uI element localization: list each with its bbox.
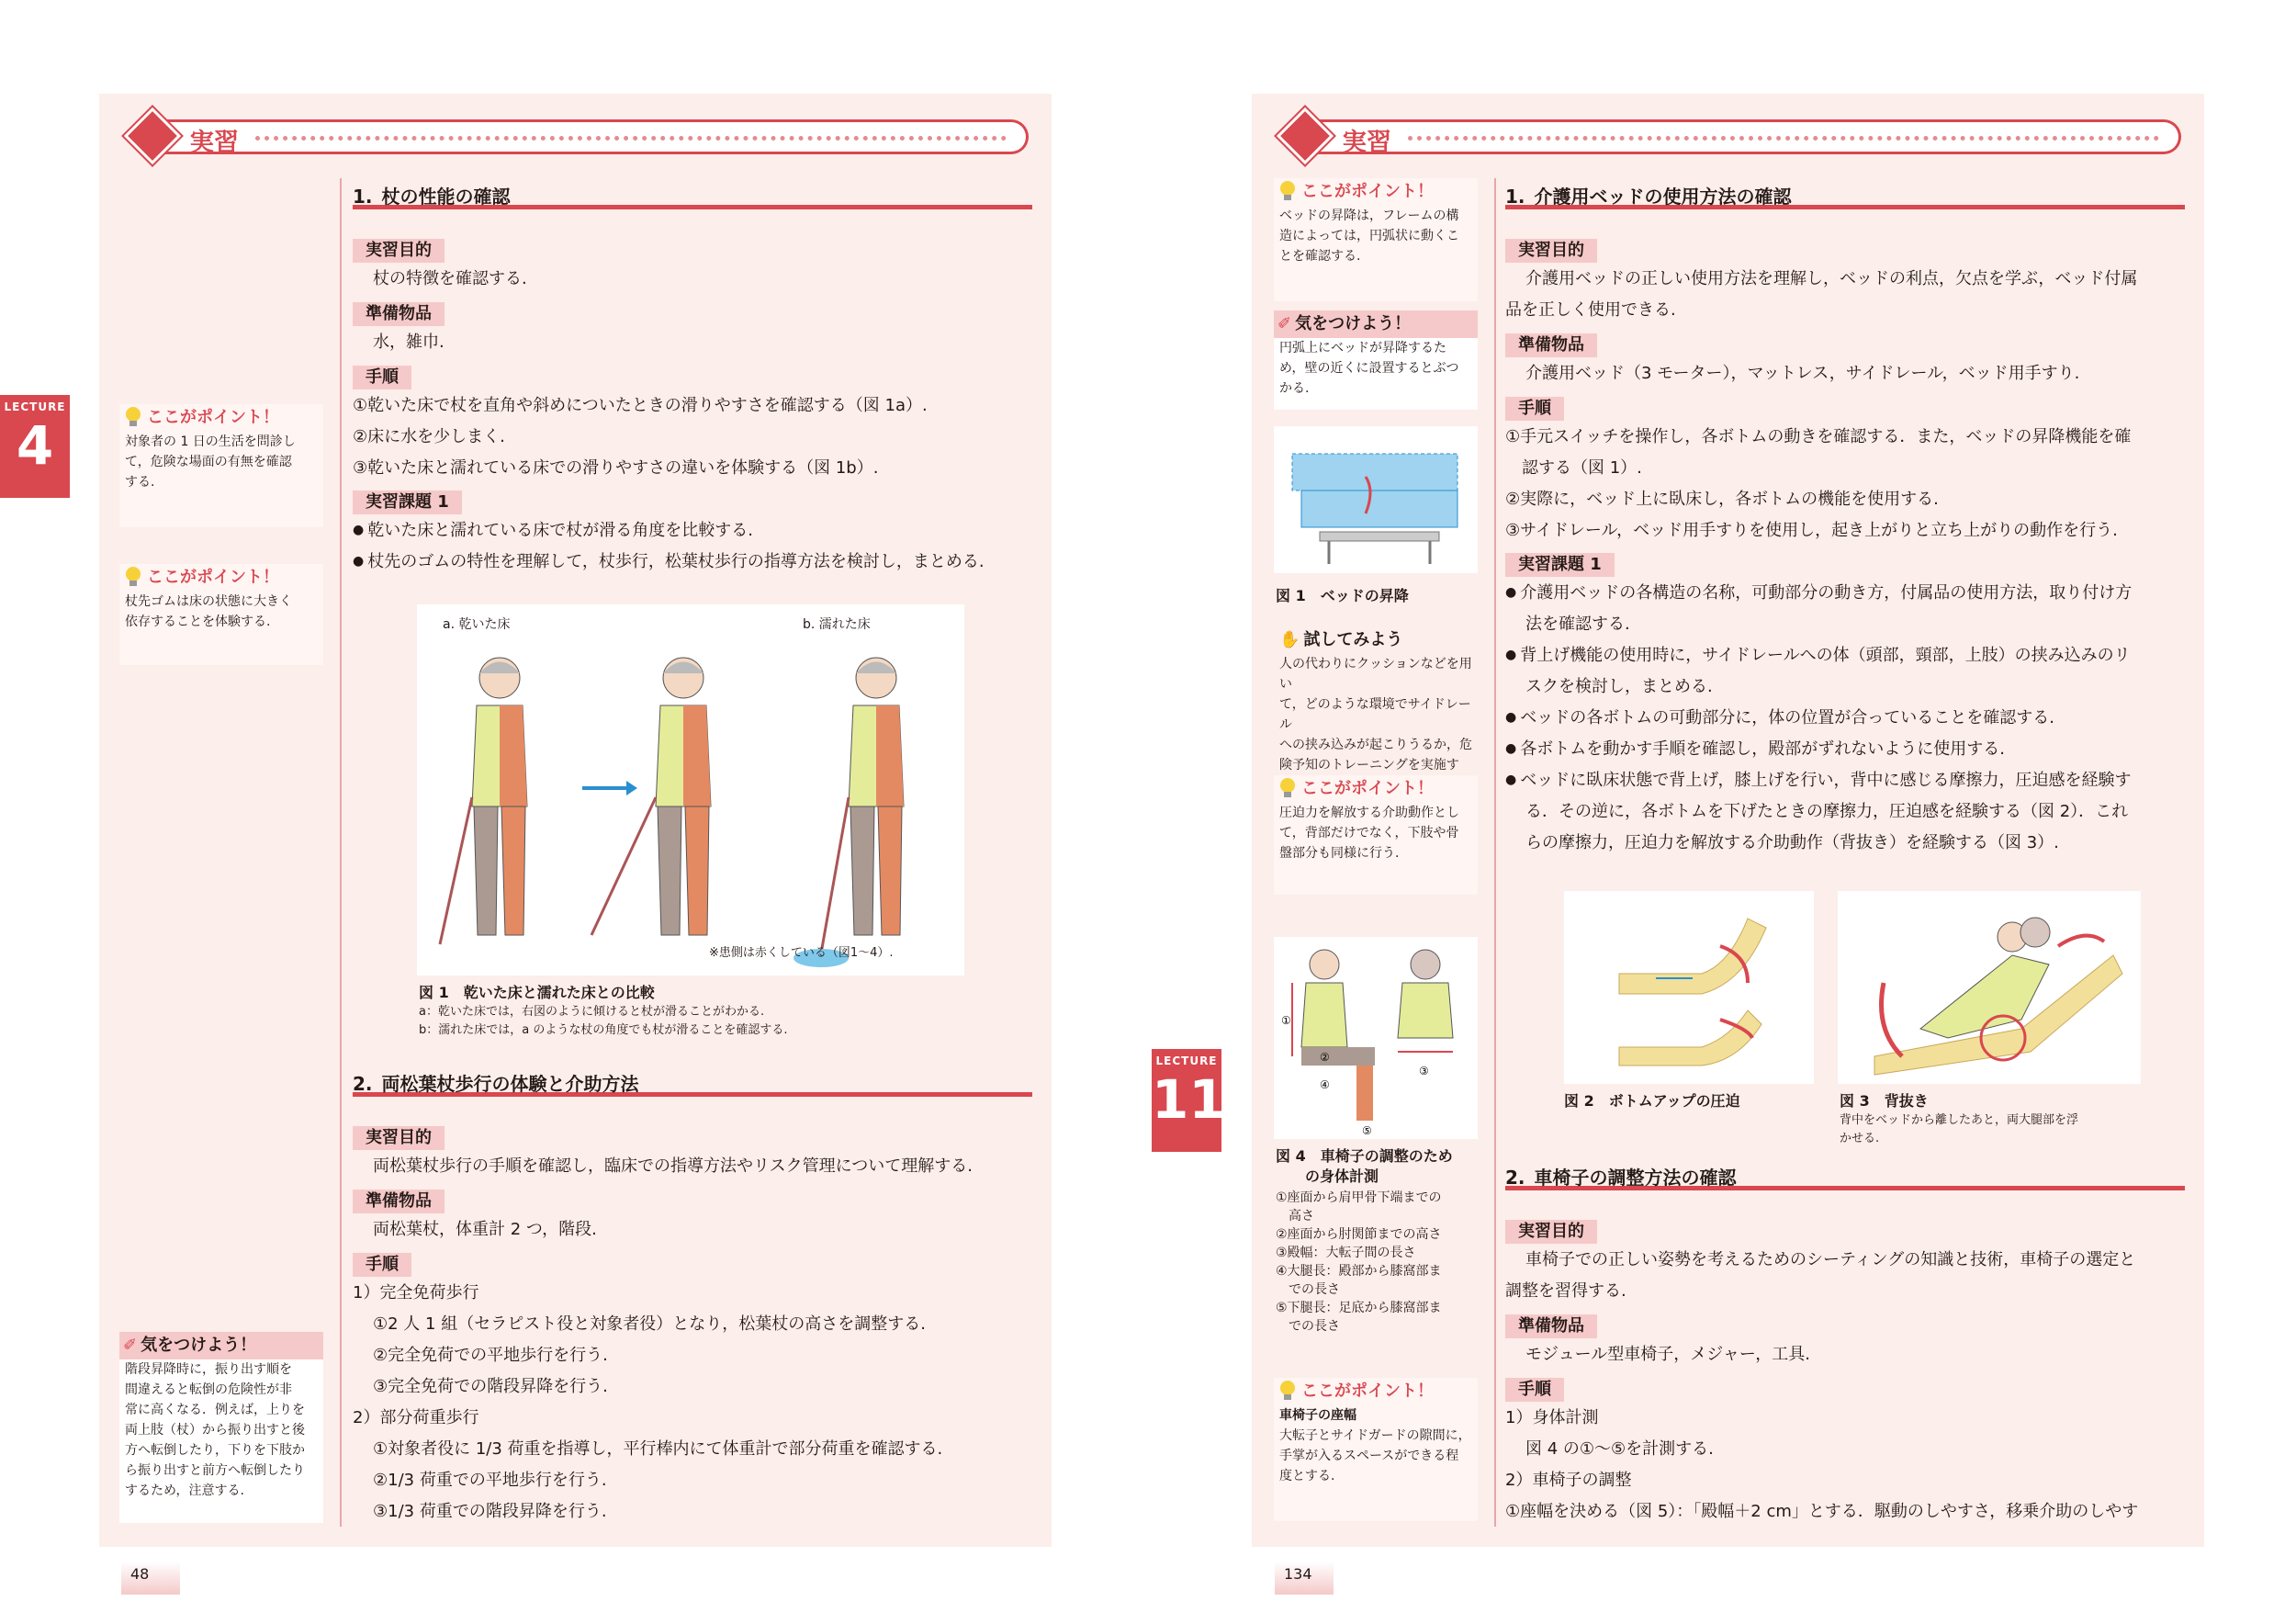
caution-box: ✐ 気をつけよう！ 階段昇降時に，振り出す順を 間違えると転倒の危険性が非 常に高くなる．例えば，上りを 両上肢（杖）から振り出すと後 方へ転倒したり，下りを下肢か ら振り出すと前方へ転倒したり するため，注意する. (119, 1332, 323, 1523)
r-fig1-caption: 図 1 ベッドの昇降 (1276, 587, 1409, 604)
step-3: ③乾いた床と濡れている床での滑りやすさの違いを体験する（図 1b）. (353, 458, 879, 478)
fig1-sub2: b：濡れた床では，a のような杖の角度でも杖が滑ることを確認する. (419, 1023, 788, 1037)
purpose-label-2: 実習目的 (353, 1126, 445, 1150)
fig1-caption: 図 1 乾いた床と濡れた床との比較 (419, 984, 655, 1001)
r-task-8: らの摩擦力，圧迫力を解放する介助動作（背抜き）を経験する（図 3）. (1525, 833, 2059, 852)
step-2: ②床に水を少しまく. (353, 427, 505, 446)
purpose-text-2: 両松葉杖歩行の手順を確認し，臨床での指導方法やリスク管理について理解する. (373, 1156, 973, 1176)
practice-header (127, 114, 1029, 158)
r-task-label: 実習課題 1 (1505, 553, 1615, 577)
items-text: 水，雑巾. (373, 333, 445, 352)
wheelchair-measurement-illustration (1274, 937, 1478, 1139)
diamond-icon (124, 107, 181, 164)
lightbulb-icon (1279, 1380, 1296, 1402)
fig3-sub-1: かせる. (1840, 1132, 1880, 1145)
section-1-title: 1. 杖の性能の確認 (353, 178, 1032, 209)
caution-icon: ✐ (1277, 314, 1292, 333)
svg-text:③: ③ (1419, 1065, 1429, 1077)
r-section-1-title: 1. 介護用ベッドの使用方法の確認 (1505, 178, 2185, 209)
steps-label: 手順 (353, 366, 411, 389)
r-steps2-3: ①座幅を決める（図 5）：「殿幅＋2 cm」とする．駆動のしやすさ，移乗介助のしやす (1505, 1502, 2139, 1521)
r-task-5: ● 各ボトムを動かす手順を確認し，殿部がずれないように使用する. (1505, 734, 2005, 766)
svg-text:④: ④ (1320, 1078, 1330, 1091)
diamond-icon (1277, 107, 1334, 164)
header-title: 実習 (189, 129, 239, 157)
back-release-illustration (1838, 891, 2141, 1084)
purpose-label: 実習目的 (353, 239, 445, 263)
r-purpose-label: 実習目的 (1505, 239, 1597, 263)
svg-text:⑤: ⑤ (1362, 1124, 1372, 1137)
steps2-4: 2）部分荷重歩行 (353, 1408, 479, 1427)
r-task-6: ● ベッドに臥床状態で背上げ，膝上げを行い，背中に感じる摩擦力，圧迫感を経験す (1505, 765, 2132, 797)
r-point-box-3: ここがポイント！ 車椅子の座幅 大転子とサイドガードの隙間に， 手掌が入るスペースができる程 度とする. (1274, 1378, 1478, 1521)
r-step-3: ③サイドレール，ベッド用手すりを使用し，起き上がりと立ち上がりの動作を行う. (1505, 521, 2118, 540)
hand-icon: ✋ (1279, 630, 1300, 649)
svg-text:①: ① (1281, 1014, 1291, 1027)
right-page (1252, 94, 2204, 1547)
page-number-right: 134 (1275, 1562, 1334, 1595)
caution-icon: ✐ (123, 1336, 138, 1355)
r-purpose-label-2: 実習目的 (1505, 1220, 1597, 1244)
bed-elevation-illustration (1274, 426, 1478, 573)
fig1-a-label: a. 乾いた床 (443, 617, 511, 632)
figure-3 (1838, 891, 2141, 1084)
r-step-0: ①手元スイッチを操作し，各ボトムの動きを確認する．また，ベッドの昇降機能を確 (1505, 427, 2132, 446)
svg-text:②: ② (1320, 1051, 1330, 1064)
point-box-2: ここがポイント！ 杖先ゴムは床の状態に大きく 依存することを体験する. (119, 564, 323, 665)
r-items-label: 準備物品 (1505, 333, 1597, 357)
r-task-7: る．その逆に，各ボトムを下げたときの摩擦力，圧迫感を経験する（図 2）．これ (1525, 802, 2129, 821)
steps2-1: ①2 人 1 組（セラピスト役と対象者役）となり，松葉杖の高さを調整する. (373, 1314, 926, 1334)
figure-2 (1564, 891, 1814, 1084)
cane-figures-illustration (417, 604, 964, 976)
lightbulb-icon (1279, 777, 1296, 799)
r-task-1: 法を確認する. (1525, 615, 1630, 634)
try-box: ✋ 試してみよう 人の代わりにクッションなどを用い て，どのような環境でサイドレール への挟み込みが起こりうるか，危 険予知のトレーニングを実施す (1279, 630, 1472, 773)
page-number-left: 48 (121, 1562, 180, 1595)
r-caution-box: ✐ 気をつけよう！ 円弧上にベッドが昇降するた め，壁の近くに設置するとぶつ かる. (1274, 310, 1478, 410)
r-step-1: 認する（図 1）. (1505, 458, 1642, 478)
practice-header-right (1279, 114, 2181, 158)
steps2-7: ③1/3 荷重での階段昇降を行う. (373, 1502, 607, 1521)
items-text-2: 両松葉杖，体重計 2 つ，階段. (373, 1220, 597, 1239)
header-title-right: 実習 (1342, 129, 1391, 157)
figure-1 (417, 604, 964, 976)
point-box-1: ここがポイント！ 対象者の 1 日の生活を問診し て，危険な場面の有無を確認 する. (119, 404, 323, 527)
r-items: 介護用ベッド（3 モーター），マットレス，サイドレール，ベッド用手すり. (1525, 364, 2080, 383)
r-step-2: ②実際に，ベッド上に臥床し，各ボトムの機能を使用する. (1505, 490, 1939, 509)
items-label-2: 準備物品 (353, 1190, 445, 1213)
fig4-caption-1: の身体計測 (1305, 1167, 1379, 1185)
r-task-3: スクを検討し，まとめる. (1525, 677, 1713, 696)
bottom-up-pressure-illustration (1564, 891, 1814, 1084)
r-purpose2-0: 車椅子での正しい姿勢を考えるためのシーティングの知識と技術，車椅子の選定と (1525, 1250, 2136, 1269)
fig2-caption: 図 2 ボトムアップの圧迫 (1564, 1092, 1740, 1110)
fig1-sub1: a：乾いた床では，右図のように傾けると杖が滑ることがわかる. (419, 1005, 765, 1019)
task-2: ● 杖先のゴムの特性を理解して，杖歩行，松葉杖歩行の指導方法を検討し，まとめる. (353, 547, 985, 579)
fig4-caption-0: 図 4 車椅子の調整のため (1276, 1147, 1453, 1165)
task-1: ● 乾いた床と濡れている床で杖が滑る角度を比較する. (353, 515, 753, 547)
r-task-4: ● ベッドの各ボトムの可動部分に，体の位置が合っていることを確認する. (1505, 703, 2054, 735)
r-steps2-0: 1）身体計測 (1505, 1408, 1599, 1427)
steps2-6: ②1/3 荷重での平地歩行を行う. (373, 1471, 607, 1490)
fig3-caption: 図 3 背抜き (1840, 1092, 1929, 1110)
left-page (99, 94, 1052, 1547)
r-purpose-1: 品を正しく使用できる. (1505, 300, 1676, 320)
steps2-2: ②完全免荷での平地歩行を行う. (373, 1346, 608, 1365)
fig1-b-label: b. 濡れた床 (803, 617, 871, 632)
purpose-text: 杖の特徴を確認する. (373, 269, 527, 288)
fig1-note: ※患側は赤くしている（図1～4）. (709, 946, 894, 960)
task-label: 実習課題 1 (353, 491, 462, 514)
r-purpose-0: 介護用ベッドの正しい使用方法を理解し，ベッドの利点，欠点を学ぶ，ベッド付属 (1525, 269, 2138, 288)
lecture-tab-left: LECTURE 4 (0, 395, 70, 498)
r-point-box-1: ここがポイント！ ベッドの昇降は，フレームの構 造によっては，円弧状に動くこ とを確認する. (1274, 178, 1478, 301)
r-steps2-1: 図 4 の①～⑤を計測する. (1525, 1439, 1714, 1459)
r-task-0: ● 介護用ベッドの各構造の名称，可動部分の動き方，付属品の使用方法，取り付け方 (1505, 578, 2132, 610)
lightbulb-icon (125, 566, 141, 588)
r-point-box-2: ここがポイント！ 圧迫力を解放する介助動作とし て，背部だけでなく，下肢や骨 盤部分も同様に行う. (1274, 775, 1478, 895)
lightbulb-icon (1279, 180, 1296, 202)
bed-elevation-figure (1274, 426, 1478, 573)
r-items2: モジュール型車椅子，メジャー，工具. (1525, 1345, 1810, 1364)
lightbulb-icon (125, 406, 141, 428)
r-steps2-2: 2）車椅子の調整 (1505, 1471, 1632, 1490)
r-steps-label: 手順 (1505, 397, 1564, 421)
r-items-label-2: 準備物品 (1505, 1314, 1597, 1338)
r-section-2-title: 2. 車椅子の調整方法の確認 (1505, 1159, 2185, 1190)
fig4-items: ①座面から肩甲骨下端までの 高さ ②座面から肘関節までの高さ ③殿幅：大転子間の長さ ④大腿長：殿部から膝窩部ま での長さ ⑤下腿長：足底から膝窩部ま での長さ (1276, 1190, 1442, 1334)
steps2-0: 1）完全免荷歩行 (353, 1283, 479, 1303)
items-label: 準備物品 (353, 302, 445, 326)
step-1: ①乾いた床で杖を直角や斜めについたときの滑りやすさを確認する（図 1a）. (353, 396, 928, 415)
section-2-title: 2. 両松葉杖歩行の体験と介助方法 (353, 1066, 1032, 1097)
steps2-3: ③完全免荷での階段昇降を行う. (373, 1377, 608, 1396)
steps-label-2: 手順 (353, 1253, 411, 1277)
lecture-tab-right: LECTURE 11 (1152, 1049, 1221, 1152)
steps2-5: ①対象者役に 1/3 荷重を指導し，平行棒内にて体重計で部分荷重を確認する. (373, 1439, 943, 1459)
fig3-sub-0: 背中をベッドから離したあと，両大腿部を浮 (1840, 1113, 2079, 1127)
figure-4 (1274, 937, 1478, 1139)
r-purpose2-1: 調整を習得する. (1505, 1281, 1626, 1301)
r-steps-label-2: 手順 (1505, 1378, 1564, 1402)
r-task-2: ● 背上げ機能の使用時に，サイドレールへの体（頭部，頸部，上肢）の挟み込みのリ (1505, 640, 2131, 672)
